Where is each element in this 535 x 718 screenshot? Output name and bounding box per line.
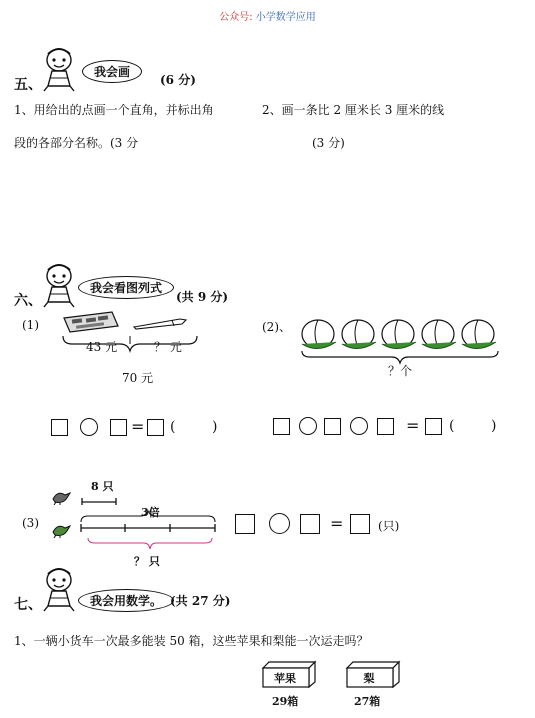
operator-circle[interactable] — [350, 417, 368, 435]
p1-total: 70 元 — [122, 371, 154, 385]
answer-box[interactable] — [324, 418, 341, 435]
answer-box[interactable] — [425, 418, 442, 435]
paren-close: ) — [491, 418, 497, 434]
equals-sign: = — [330, 514, 344, 533]
equals-sign: = — [406, 416, 420, 435]
paren-open: ( — [449, 418, 455, 434]
paren-open: ( — [170, 419, 176, 435]
pen-icon — [132, 316, 188, 330]
p3-bottom-label: ？ 只 — [134, 555, 160, 568]
answer-box[interactable] — [350, 514, 370, 534]
p2-total: ？个 — [388, 364, 413, 378]
peach-row — [298, 310, 502, 354]
answer-box[interactable] — [300, 514, 320, 534]
p3-bottom-brace — [86, 536, 214, 552]
pear-name: 梨 — [363, 672, 375, 685]
p3-label: (3) — [22, 516, 39, 530]
operator-circle[interactable] — [80, 418, 98, 436]
answer-box[interactable] — [147, 419, 164, 436]
mascot-icon — [38, 46, 80, 92]
answer-box[interactable] — [377, 418, 394, 435]
s7-q1: 1、一辆小货车一次最多能装 50 箱，这些苹果和梨能一次运走吗？ — [14, 634, 369, 648]
apple-name: 苹果 — [274, 672, 296, 685]
header-name: 小学数学应用 — [255, 12, 316, 23]
bird-icon — [50, 520, 72, 538]
p3-times-label: 3倍 — [141, 506, 160, 519]
p3-top-label: 8 只 — [91, 480, 114, 493]
p2-label: (2)、 — [262, 320, 291, 334]
peach-icon — [462, 320, 496, 349]
answer-box[interactable] — [235, 514, 255, 534]
peach-icon — [382, 320, 416, 349]
section7-number: 七、 — [14, 597, 42, 613]
s5-q1-line2: 段的各部分名称。(3 分 — [14, 136, 139, 150]
bird-icon — [50, 487, 72, 505]
apple-count: 29箱 — [272, 695, 299, 708]
p1-price-right: ？ 元 — [154, 340, 182, 354]
header-source — [0, 8, 535, 23]
pear-count: 27箱 — [354, 695, 381, 708]
section7-title: 我会用数学。 — [78, 589, 174, 612]
answer-box[interactable] — [51, 419, 68, 436]
equals-sign: = — [131, 417, 145, 436]
section6-title: 我会看图列式 — [78, 276, 174, 299]
operator-circle[interactable] — [269, 513, 290, 534]
peach-icon — [422, 320, 456, 349]
answer-box[interactable] — [273, 418, 290, 435]
p1-label: (1) — [22, 318, 39, 332]
section7-score: (共 27 分) — [170, 594, 231, 608]
p3-unit: (只) — [378, 519, 400, 533]
p1-price-left: 43 元 — [86, 340, 118, 354]
peach-icon — [342, 320, 376, 349]
section6-number: 六、 — [14, 293, 42, 309]
section5-number: 五、 — [14, 77, 42, 93]
paren-close: ) — [212, 419, 218, 435]
section6-score: (共 9 分) — [176, 290, 229, 304]
s5-q2-line1: 2、画一条比 2 厘米长 3 厘米的线 — [262, 103, 445, 117]
peach-icon — [302, 320, 336, 349]
operator-circle[interactable] — [299, 417, 317, 435]
mascot-icon — [38, 566, 80, 612]
section5-title: 我会画 — [82, 60, 142, 83]
s5-q1-line1: 1、用给出的点画一个直角，并标出角 — [14, 103, 214, 117]
header-label: 公众号: — [219, 12, 253, 23]
s5-q2-line2: (3 分) — [312, 136, 345, 150]
answer-box[interactable] — [110, 419, 127, 436]
mascot-icon — [38, 262, 80, 308]
calculator-icon — [62, 310, 120, 334]
section5-score: (6 分) — [160, 73, 196, 87]
